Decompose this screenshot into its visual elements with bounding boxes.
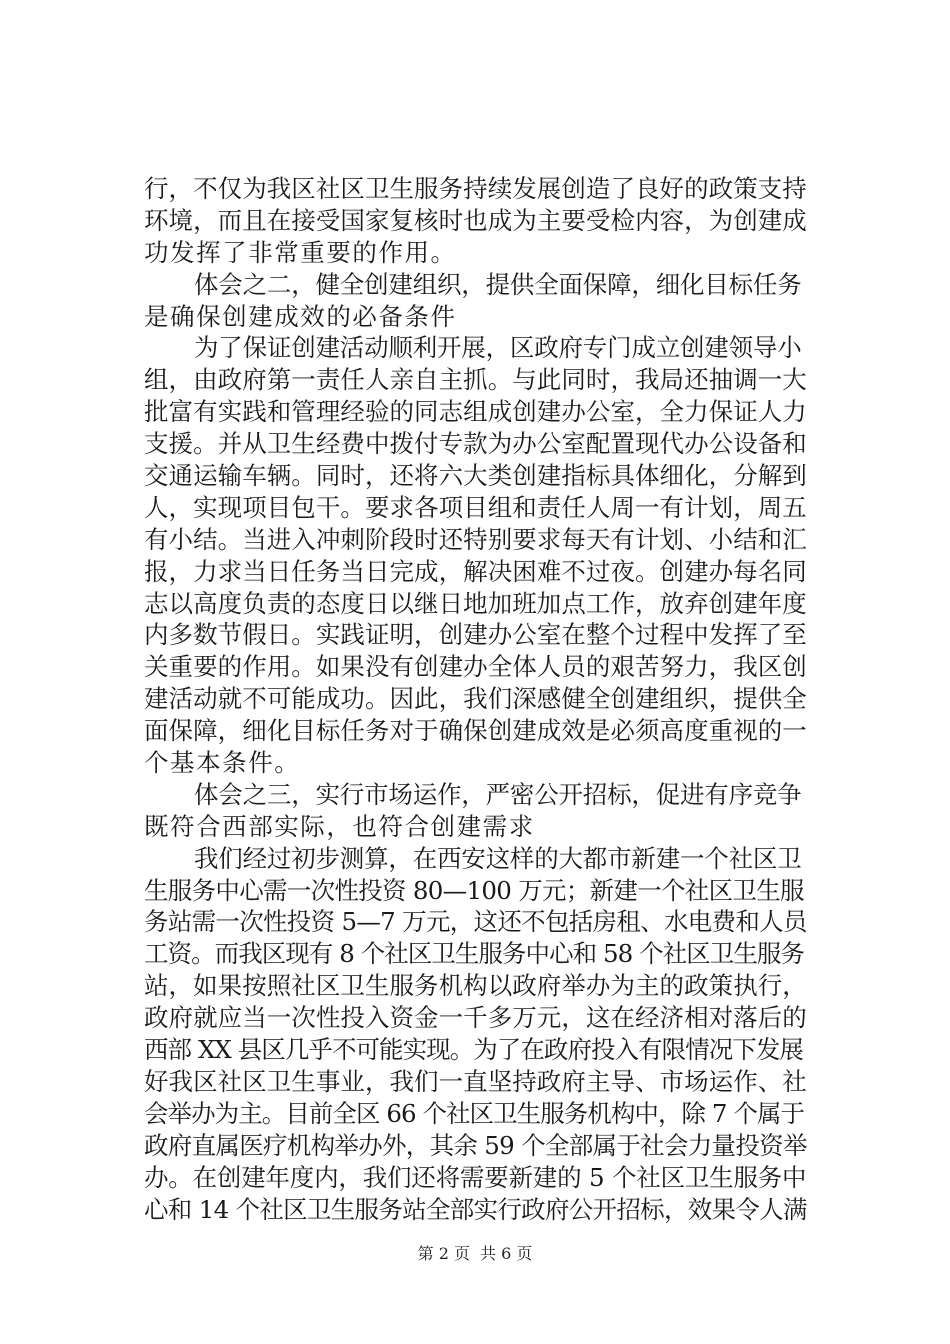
text-line: 人，实现项目包干。要求各项目组和责任人周一有计划，周五 [144, 492, 807, 522]
text-line: 站，如果按照社区卫生服务机构以政府举办为主的政策执行， [144, 971, 807, 1001]
text-line: 政府直属医疗机构举办外，其余 59 个全部属于社会力量投资举 [144, 1130, 807, 1160]
text-line: 组，由政府第一责任人亲自主抓。与此同时，我局还抽调一大 [144, 365, 807, 395]
text-line: 政府就应当一次性投入资金一千多万元，这在经济相对落后的 [144, 1003, 807, 1033]
text-line: 行，不仅为我区社区卫生服务持续发展创造了良好的政策支持 [144, 174, 807, 203]
text-line: 环境，而且在接受国家复核时也成为主要受检内容，为创建成 [144, 205, 807, 235]
text-line: 交通运输车辆。同时，还将六大类创建指标具体细化，分解到 [144, 461, 807, 491]
text-line: 关重要的作用。如果没有创建办全体人员的艰苦努力，我区创 [144, 652, 807, 682]
text-line: 内多数节假日。实践证明，创建办公室在整个过程中发挥了至 [144, 620, 807, 650]
text-line: 面保障，细化目标任务对于确保创建成效是必须高度重视的一 [144, 716, 807, 746]
text-line: 个基本条件。 [144, 748, 301, 778]
document-body [144, 173, 806, 1225]
text-line: 西部 XX 县区几乎不可能实现。为了在政府投入有限情况下发展 [144, 1035, 803, 1065]
text-line: 批富有实践和管理经验的同志组成创建办公室，全力保证人力 [144, 397, 807, 427]
text-line: 好我区社区卫生事业，我们一直坚持政府主导、市场运作、社 [144, 1066, 807, 1096]
text-line: 是确保创建成效的必备条件 [144, 301, 457, 331]
text-line: 办。在创建年度内，我们还将需要新建的 5 个社区卫生服务中 [144, 1162, 807, 1192]
page-total: 共 6 页 [480, 1244, 533, 1263]
text-line: 务站需一次性投资 5—7 万元，这还不包括房租、水电费和人员 [144, 907, 807, 937]
text-line: 为了保证创建活动顺利开展，区政府专门成立创建领导小 [194, 333, 802, 363]
page-number: 第 2 页 [417, 1244, 470, 1263]
text-line: 体会之二，健全创建组织，提供全面保障，细化目标任务 [194, 269, 802, 299]
text-line: 支援。并从卫生经费中拨付专款为办公室配置现代办公设备和 [144, 429, 807, 459]
text-line: 生服务中心需一次性投资 80—100 万元；新建一个社区卫生服 [144, 875, 804, 905]
text-line: 心和 14 个社区卫生服务站全部实行政府公开招标，效果令人满 [144, 1194, 807, 1224]
page-footer [0, 1244, 950, 1264]
text-line: 工资。而我区现有 8 个社区卫生服务中心和 58 个社区卫生服务 [144, 939, 805, 969]
text-line: 会举办为主。目前全区 66 个社区卫生服务机构中，除 7 个属于 [144, 1098, 805, 1128]
text-line: 体会之三，实行市场运作，严密公开招标，促进有序竞争 [194, 779, 802, 809]
text-line: 有小结。当进入冲刺阶段时还特别要求每天有计划、小结和汇 [144, 524, 807, 554]
text-line: 志以高度负责的态度日以继日地加班加点工作，放弃创建年度 [144, 588, 807, 618]
text-line: 既符合西部实际，也符合创建需求 [144, 811, 535, 841]
text-line: 建活动就不可能成功。因此，我们深感健全创建组织，提供全 [144, 684, 807, 714]
text-line: 报，力求当日任务当日完成，解决困难不过夜。创建办每名同 [144, 556, 807, 586]
text-line: 功发挥了非常重要的作用。 [144, 237, 457, 267]
text-line: 我们经过初步测算，在西安这样的大都市新建一个社区卫 [194, 843, 802, 873]
